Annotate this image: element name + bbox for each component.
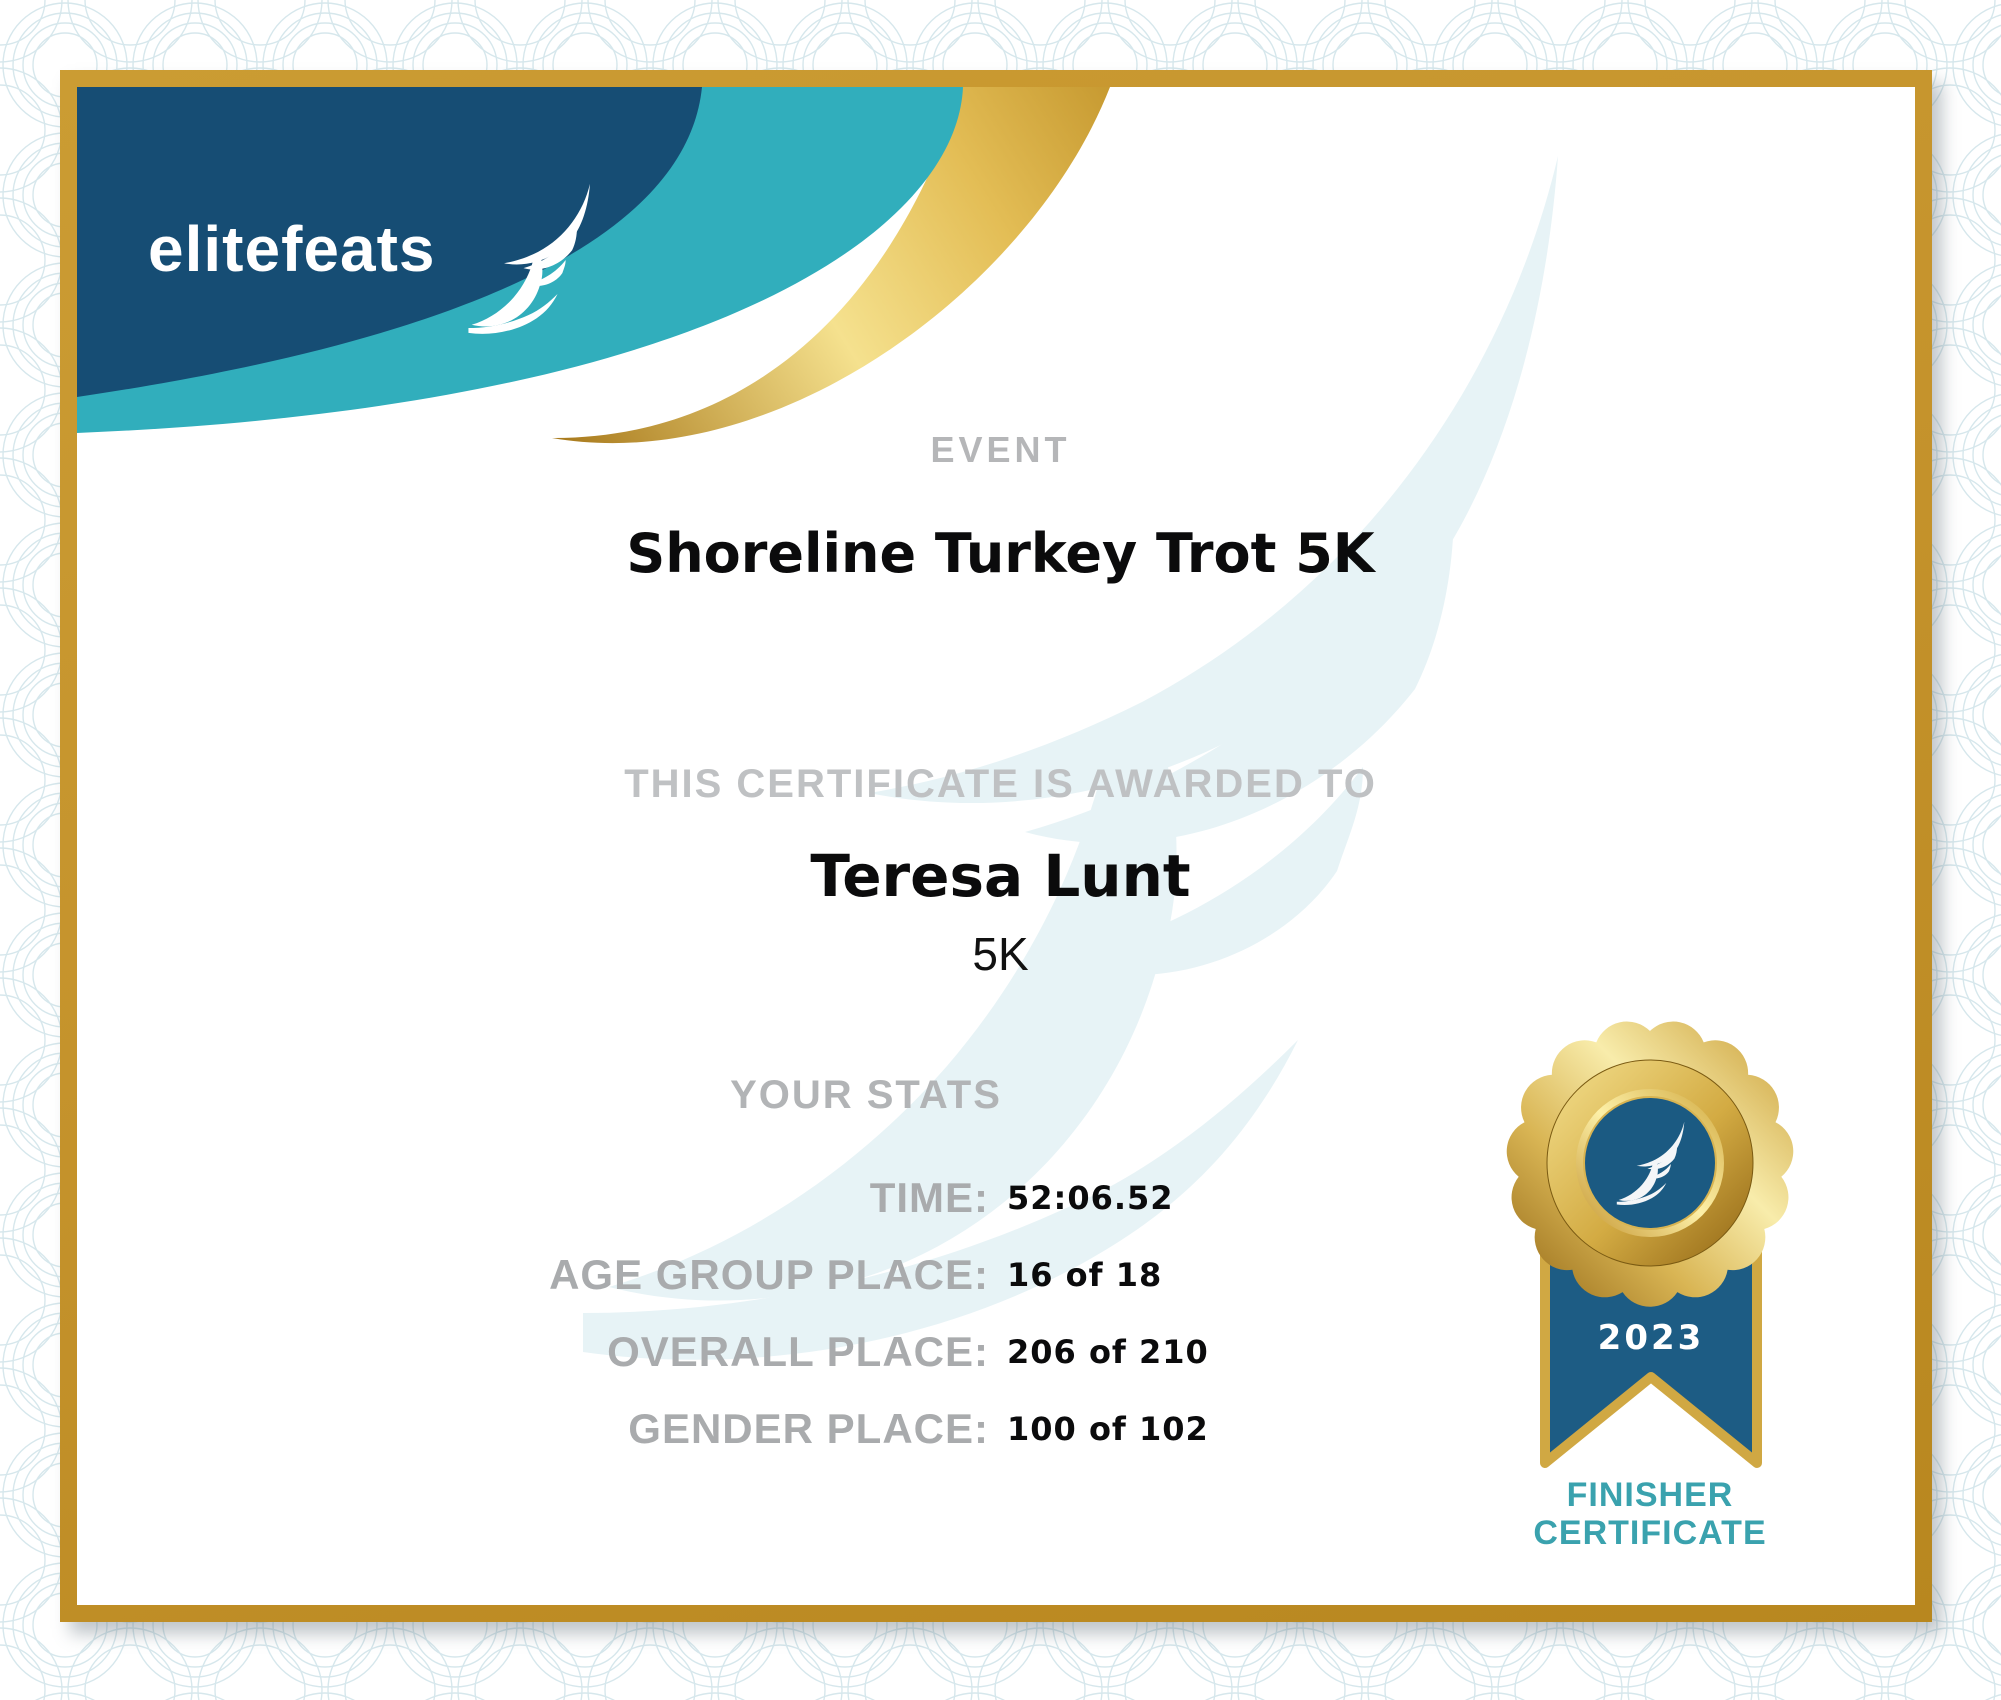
stats-table — [397, 1159, 1597, 1467]
finisher-badge — [1470, 990, 1850, 1550]
event-section-label: EVENT — [930, 429, 1071, 470]
stat-value-age-group: 16 of 18 — [1007, 1255, 1163, 1294]
award-intro-text: THIS CERTIFICATE IS AWARDED TO — [624, 762, 1377, 806]
stat-value-gender: 100 of 102 — [1007, 1409, 1209, 1448]
stat-label-overall: OVERALL PLACE: — [607, 1327, 989, 1375]
stat-value-overall: 206 of 210 — [1007, 1332, 1209, 1371]
badge-caption-line2: CERTIFICATE — [1533, 1514, 1767, 1552]
stat-value-time: 52:06.52 — [1007, 1178, 1174, 1217]
badge-caption — [1460, 1476, 1840, 1552]
stat-label-age-group: AGE GROUP PLACE: — [549, 1250, 989, 1298]
stats-heading: YOUR STATS — [730, 1073, 1002, 1117]
badge-year: 2023 — [1597, 1318, 1705, 1358]
stat-label-gender: GENDER PLACE: — [628, 1404, 989, 1452]
race-division: 5K — [972, 928, 1029, 980]
badge-caption-line1: FINISHER — [1566, 1476, 1734, 1514]
stat-label-time: TIME: — [869, 1173, 989, 1221]
event-name: Shoreline Turkey Trot 5K — [626, 522, 1375, 585]
recipient-name: Teresa Lunt — [810, 842, 1191, 910]
brand-logo-wordmark: elitefeats — [148, 213, 436, 285]
